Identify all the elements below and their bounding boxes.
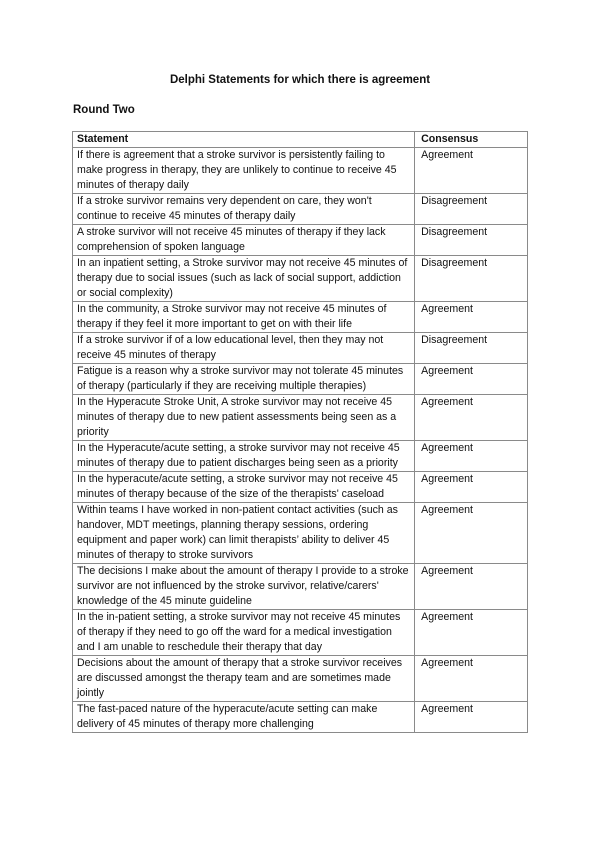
table-row <box>73 194 528 225</box>
consensus-cell: Agreement <box>415 610 528 656</box>
statement-cell: If a stroke survivor remains very dependent on care, they won't continue to receive 45 minutes of therapy daily <box>73 194 415 225</box>
table-row <box>73 441 528 472</box>
consensus-cell: Agreement <box>415 395 528 441</box>
statement-cell: A stroke survivor will not receive 45 minutes of therapy if they lack comprehension of spoken language <box>73 225 415 256</box>
statement-cell: In the hyperacute/acute setting, a stroke survivor may not receive 45 minutes of therapy because of the size of the therapists' caseload <box>73 472 415 503</box>
consensus-cell: Agreement <box>415 364 528 395</box>
statement-cell: In an inpatient setting, a Stroke survivor may not receive 45 minutes of therapy due to social issues (such as lack of social support, addiction or social complexity) <box>73 256 415 302</box>
consensus-table <box>72 131 528 733</box>
consensus-cell: Agreement <box>415 503 528 564</box>
header-consensus: Consensus <box>415 132 528 148</box>
table-row <box>73 256 528 302</box>
statement-cell: In the Hyperacute Stroke Unit, A stroke survivor may not receive 45 minutes of therapy due to new patient assessments being seen as a priority <box>73 395 415 441</box>
table-row <box>73 610 528 656</box>
consensus-cell: Disagreement <box>415 194 528 225</box>
consensus-cell: Agreement <box>415 564 528 610</box>
statement-cell: Decisions about the amount of therapy that a stroke survivor receives are discussed amongst the therapy team and are sometimes made jointly <box>73 656 415 702</box>
consensus-cell: Disagreement <box>415 225 528 256</box>
table-row <box>73 564 528 610</box>
consensus-cell: Agreement <box>415 702 528 733</box>
table-row <box>73 702 528 733</box>
statement-cell: In the community, a Stroke survivor may not receive 45 minutes of therapy if they feel it more important to get on with their life <box>73 302 415 333</box>
table-row <box>73 472 528 503</box>
table-row <box>73 364 528 395</box>
statement-cell: In the in-patient setting, a stroke survivor may not receive 45 minutes of therapy if they need to go off the ward for a medical investigation and I am unable to reschedule their therapy that day <box>73 610 415 656</box>
statement-cell: Within teams I have worked in non-patient contact activities (such as handover, MDT meetings, planning therapy sessions, ordering equipment and paper work) can limit therapists’ ability to deliver 45 minutes of therapy to stroke survivors <box>73 503 415 564</box>
header-statement: Statement <box>73 132 415 148</box>
consensus-cell: Disagreement <box>415 256 528 302</box>
table-row <box>73 395 528 441</box>
table-row <box>73 148 528 194</box>
table-header-row <box>73 132 528 148</box>
consensus-cell: Agreement <box>415 148 528 194</box>
consensus-cell: Agreement <box>415 302 528 333</box>
document-title: Delphi Statements for which there is agreement <box>169 74 431 86</box>
table-row <box>73 503 528 564</box>
table-row <box>73 656 528 702</box>
statement-cell: The fast-paced nature of the hyperacute/acute setting can make delivery of 45 minutes of therapy more challenging <box>73 702 415 733</box>
consensus-cell: Agreement <box>415 441 528 472</box>
consensus-cell: Agreement <box>415 656 528 702</box>
consensus-cell: Agreement <box>415 472 528 503</box>
consensus-cell: Disagreement <box>415 333 528 364</box>
statement-cell: In the Hyperacute/acute setting, a stroke survivor may not receive 45 minutes of therapy due to patient discharges being seen as a priority <box>73 441 415 472</box>
table-row <box>73 302 528 333</box>
table-row <box>73 333 528 364</box>
table-row <box>73 225 528 256</box>
section-heading: Round Two <box>73 104 135 116</box>
statement-cell: The decisions I make about the amount of therapy I provide to a stroke survivor are not influenced by the stroke survivor, relative/carers' knowledge of the 45 minute guideline <box>73 564 415 610</box>
statement-cell: If a stroke survivor if of a low educational level, then they may not receive 45 minutes of therapy <box>73 333 415 364</box>
statement-cell: Fatigue is a reason why a stroke survivor may not tolerate 45 minutes of therapy (particularly if they are receiving multiple therapies) <box>73 364 415 395</box>
statement-cell: If there is agreement that a stroke survivor is persistently failing to make progress in therapy, they are unlikely to continue to receive 45 minutes of therapy daily <box>73 148 415 194</box>
